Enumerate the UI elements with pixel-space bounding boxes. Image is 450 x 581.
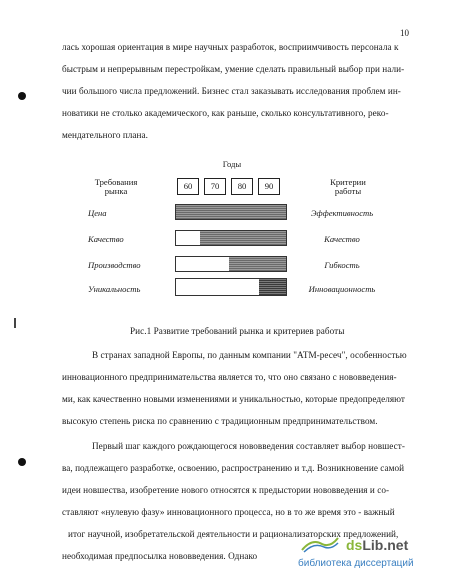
figure-caption: Рис.1 Развитие требований рынка и критериев работы — [130, 326, 345, 336]
requirement-label: Качество — [88, 234, 124, 244]
bar-fill — [200, 231, 286, 245]
paragraph-3-line: идеи новшества, изобретение нового относятся к предыстории нововведения и со- — [62, 485, 390, 495]
left-header — [86, 178, 146, 196]
dslib-logo-lib: Lib.net — [362, 537, 409, 553]
bar-track — [175, 204, 287, 220]
binder-hole — [18, 92, 26, 100]
margin-mark — [14, 318, 16, 328]
paragraph-2-line: В странах западной Европы, по данным компании "АТМ-ресеч", особенностью — [92, 350, 407, 360]
dslib-logo[interactable] — [346, 537, 408, 555]
bar-track — [175, 230, 287, 246]
bar-track — [175, 278, 287, 296]
page-number: 10 — [400, 28, 409, 38]
paragraph-1-line: новатики не столько академического, как раньше, сколько консультативного, реко- — [62, 108, 389, 118]
paragraph-2-line: высокую степень риска по сравнению с традиционным предпринимательством. — [62, 416, 378, 426]
bar-track — [175, 256, 287, 272]
binder-hole — [18, 458, 26, 466]
decade-90: 90 — [258, 178, 280, 195]
bar-fill — [259, 279, 287, 295]
criterion-label: Гибкость — [324, 260, 360, 270]
left-header-line: Требования — [94, 177, 138, 187]
paragraph-3-line: необходимая предпосылка нововведения. Однако — [62, 551, 258, 561]
bar-fill — [229, 257, 286, 271]
bar-fill — [176, 205, 286, 219]
dslib-subtitle: библиотека диссертаций — [298, 558, 414, 569]
requirement-label: Цена — [88, 208, 107, 218]
right-header-line: работы — [334, 186, 362, 196]
requirement-label: Уникальность — [88, 284, 141, 294]
decade-60: 60 — [177, 178, 199, 195]
criterion-label: Эффективность — [310, 208, 374, 218]
paragraph-2-line: инновационного предпринимательства является то, что оно связано с нововведения- — [62, 372, 397, 382]
paragraph-3-line: итог научной, изобретательской деятельности и рационализаторских предложений, — [68, 529, 399, 539]
paragraph-1-line: мендательного плана. — [62, 130, 149, 140]
dslib-logo-icon — [300, 534, 340, 554]
paragraph-3-line: Первый шаг каждого рождающегося нововведения составляет выбор новшест- — [92, 441, 405, 451]
paragraph-2-line: ми, как качественно новыми изменениями и уникальностью, которые предопределяют — [62, 394, 405, 404]
paragraph-1-line: лась хорошая ориентация в мире научных разработок, восприимчивость персонала к — [62, 42, 399, 52]
right-header-line: Критерии — [330, 177, 366, 187]
criterion-label: Инновационность — [308, 284, 376, 294]
dslib-logo-ds: ds — [346, 537, 363, 553]
right-header — [318, 178, 378, 196]
requirement-label: Производство — [88, 260, 141, 270]
left-header-line: рынка — [104, 186, 128, 196]
paragraph-3-line: ставляют «нулевую фазу» инновационного процесса, но в то же время это - важный — [62, 507, 395, 517]
decade-70: 70 — [204, 178, 226, 195]
paragraph-3-line: ва, подлежащего разработке, освоению, распространению и т.д. Возникновение самой — [62, 463, 405, 473]
paragraph-1-line: быстрым и непрерывным перестройкам, умение сделать правильный выбор при нали- — [62, 64, 405, 74]
years-header: Годы — [222, 159, 242, 169]
decade-80: 80 — [231, 178, 253, 195]
paragraph-1-line: чии большого числа предложений. Бизнес стал заказывать исследования проблем ин- — [62, 86, 401, 96]
criterion-label: Качество — [324, 234, 360, 244]
